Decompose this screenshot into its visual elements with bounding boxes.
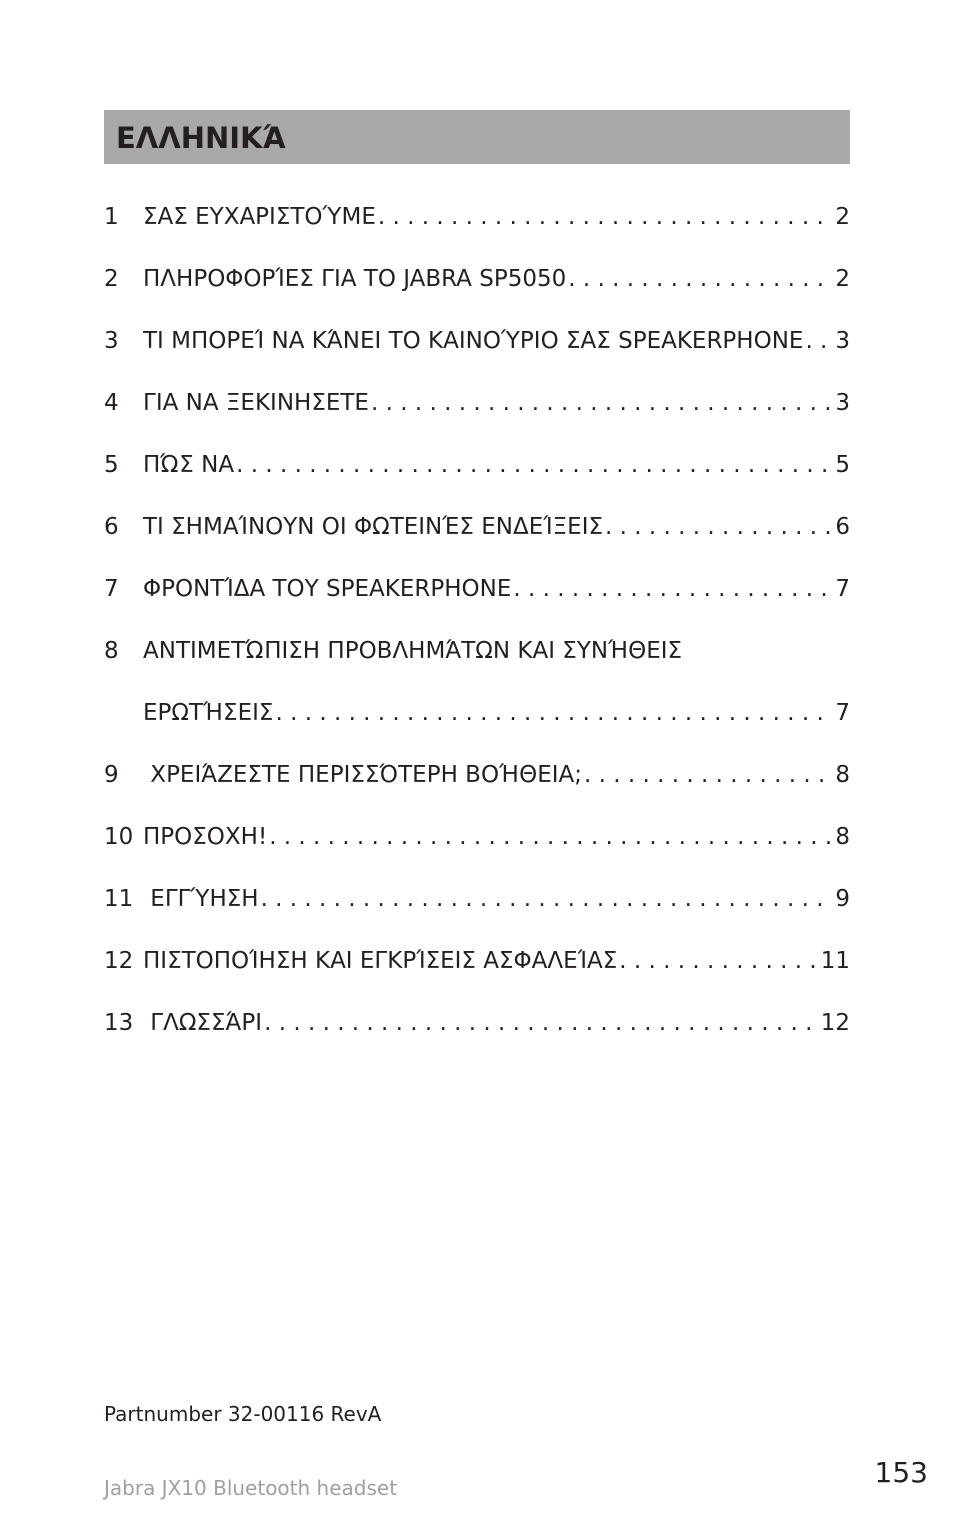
part-number: Partnumber 32-00116 RevA <box>104 1402 382 1426</box>
toc-entry[interactable] <box>104 992 850 1054</box>
toc-entry-title: ΤΙ ΣΗΜΑΊΝΟΥΝ ΟΙ ΦΩΤΕΙΝΈΣ ΕΝΔΕΊΞΕΙΣ <box>143 514 604 540</box>
toc-entry-number: 3 <box>104 328 119 354</box>
page-number: 153 <box>874 1456 928 1489</box>
toc-entry-page: 8 <box>835 762 850 788</box>
toc-entry-page: 9 <box>835 886 850 912</box>
toc-leader-dots <box>805 310 833 372</box>
toc-entry-title: ΧΡΕΙΆΖΕΣΤΕ ΠΕΡΙΣΣΌΤΕΡΗ ΒΟΉΘΕΙΑ; <box>143 762 582 788</box>
section-title: ΕΛΛΗΝΙΚΆ <box>116 121 286 155</box>
toc-entry[interactable] <box>104 620 850 682</box>
footer-product-name: Jabra JX10 Bluetooth headset <box>104 1476 398 1500</box>
toc-leader-dots <box>261 868 834 930</box>
toc-entry-page: 3 <box>835 390 850 416</box>
toc-entry[interactable] <box>104 310 850 372</box>
toc-leader-dots <box>275 682 833 744</box>
toc-leader-dots <box>605 496 833 558</box>
toc-entry[interactable] <box>104 868 850 930</box>
toc-entry-number: 10 <box>104 824 134 850</box>
toc-entry-number: 9 <box>104 762 119 788</box>
toc-leader-dots <box>584 744 833 806</box>
toc-entry-number: 13 <box>104 1010 134 1036</box>
toc-entry-page: 2 <box>835 204 850 230</box>
section-header-bar <box>104 110 850 164</box>
toc-entry[interactable] <box>104 744 850 806</box>
toc-entry-page: 12 <box>820 1010 850 1036</box>
toc-entry[interactable] <box>104 372 850 434</box>
toc-leader-dots <box>513 558 833 620</box>
toc-entry-page: 7 <box>835 700 850 726</box>
toc-entry-title: ΠΡΟΣΟΧΗ! <box>143 824 268 850</box>
toc-entry[interactable] <box>104 496 850 558</box>
toc-leader-dots <box>619 930 818 992</box>
toc-entry-title: ΑΝΤΙΜΕΤΏΠΙΣΗ ΠΡΟΒΛΗΜΆΤΩΝ ΚΑΙ ΣΥΝΉΘΕΙΣ <box>143 638 683 664</box>
toc-entry-page: 2 <box>835 266 850 292</box>
toc-entry-page: 8 <box>835 824 850 850</box>
toc-entry-title-continued: ΕΡΩΤΉΣΕΙΣ <box>143 700 274 726</box>
toc-entry-title: ΠΏΣ ΝΑ <box>143 452 235 478</box>
toc-entry-continuation[interactable] <box>104 682 850 744</box>
toc-entry-number: 6 <box>104 514 119 540</box>
toc-leader-dots <box>269 806 833 868</box>
toc-entry-title: ΦΡΟΝΤΊΔΑ ΤΟΥ SPEAKERPHONE <box>143 576 512 602</box>
toc-entry-number: 1 <box>104 204 119 230</box>
toc-entry[interactable] <box>104 186 850 248</box>
toc-entry[interactable] <box>104 806 850 868</box>
toc-entry-number: 4 <box>104 390 119 416</box>
toc-entry-title: ΠΛΗΡΟΦΟΡΊΕΣ ΓΙΑ ΤΟ JABRA SP5050 <box>143 266 567 292</box>
toc-entry-page: 7 <box>835 576 850 602</box>
toc-entry[interactable] <box>104 434 850 496</box>
toc-entry-page: 11 <box>820 948 850 974</box>
toc-entry-number: 8 <box>104 638 119 664</box>
toc-entry-title: ΤΙ ΜΠΟΡΕΊ ΝΑ ΚΆΝΕΙ ΤΟ ΚΑΙΝΟΎΡΙΟ ΣΑΣ SPEAKERPHONE <box>143 328 804 354</box>
toc-leader-dots <box>236 434 833 496</box>
toc-entry-number: 11 <box>104 886 134 912</box>
toc-entry[interactable] <box>104 248 850 310</box>
toc-entry-number: 12 <box>104 948 134 974</box>
toc-entry-title: ΣΑΣ ΕΥΧΑΡΙΣΤΟΎΜΕ <box>143 204 376 230</box>
toc-leader-dots <box>568 248 833 310</box>
toc-entry[interactable] <box>104 558 850 620</box>
toc-entry-number: 5 <box>104 452 119 478</box>
toc-entry-page: 6 <box>835 514 850 540</box>
toc-entry-number: 7 <box>104 576 119 602</box>
toc-entry-title: ΕΓΓΎΗΣΗ <box>143 886 259 912</box>
toc-entry-page: 3 <box>835 328 850 354</box>
table-of-contents <box>104 186 850 1054</box>
toc-entry[interactable] <box>104 930 850 992</box>
toc-leader-dots <box>378 186 833 248</box>
toc-entry-title: ΠΙΣΤΟΠΟΊΗΣΗ ΚΑΙ ΕΓΚΡΊΣΕΙΣ ΑΣΦΑΛΕΊΑΣ <box>143 948 618 974</box>
toc-entry-title: ΓΛΩΣΣΆΡΙ <box>143 1010 263 1036</box>
toc-entry-number: 2 <box>104 266 119 292</box>
toc-entry-title: ΓΙΑ ΝΑ ΞΕΚΙΝΗΣΕΤΕ <box>143 390 369 416</box>
toc-leader-dots <box>264 992 819 1054</box>
toc-leader-dots <box>371 372 833 434</box>
toc-entry-page: 5 <box>835 452 850 478</box>
